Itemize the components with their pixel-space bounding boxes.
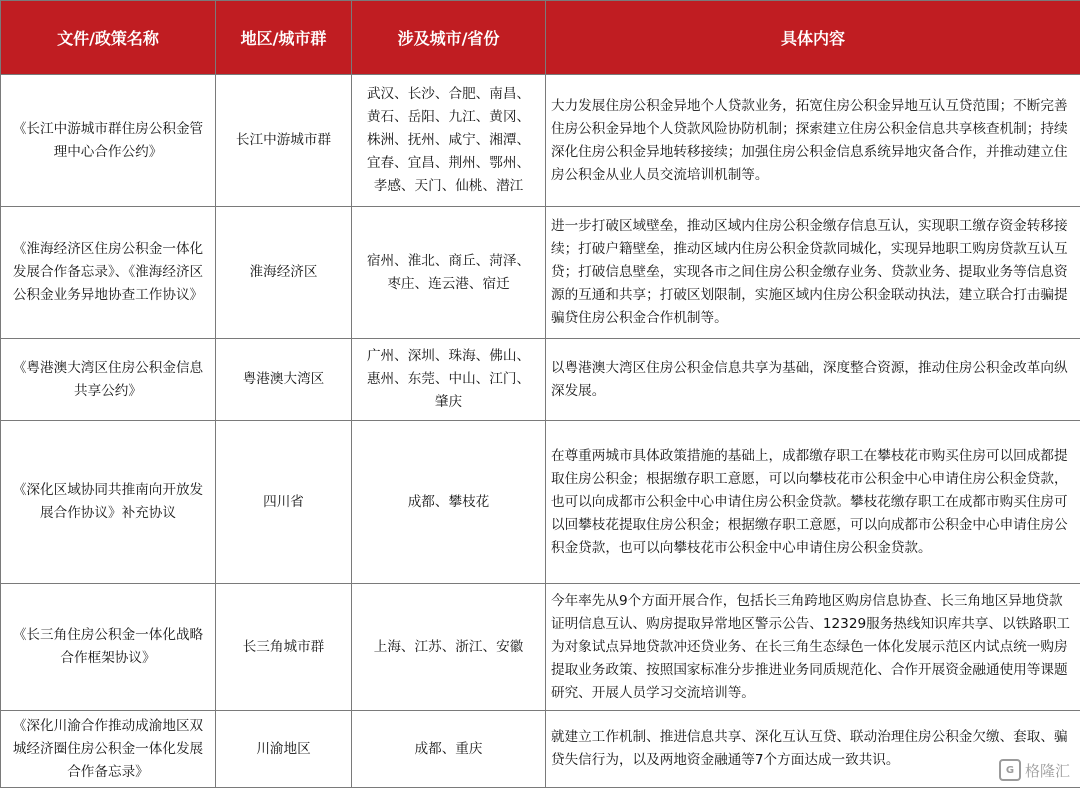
table-header-row	[1, 1, 1080, 75]
cell-region: 川渝地区	[216, 711, 352, 788]
cell-region: 粤港澳大湾区	[216, 339, 352, 421]
header-cities: 涉及城市/省份	[352, 1, 546, 75]
table-row	[1, 75, 1080, 207]
table-row	[1, 421, 1080, 584]
watermark-text: 格隆汇	[1024, 761, 1070, 780]
cell-region: 长三角城市群	[216, 584, 352, 711]
cell-content: 大力发展住房公积金异地个人贷款业务，拓宽住房公积金异地互认互贷范围；不断完善住房公积金异地个人贷款风险协防机制；探索建立住房公积金信息共享核查机制；持续深化住房公积金异地转移接续；加强住房公积金信息系统异地灾备合作，并推动建立住房公积金从业人员交流培训机制等。	[546, 75, 1080, 207]
cell-policy-name: 《淮海经济区住房公积金一体化发展合作备忘录》、《淮海经济区公积金业务异地协查工作协议》	[1, 207, 216, 339]
cell-content: 以粤港澳大湾区住房公积金信息共享为基础，深度整合资源，推动住房公积金改革向纵深发展。	[546, 339, 1080, 421]
cell-content: 在尊重两城市具体政策措施的基础上，成都缴存职工在攀枝花市购买住房可以回成都提取住房公积金；根据缴存职工意愿，可以向攀枝花市公积金中心申请住房公积金贷款，也可以向成都市公积金中心申请住房公积金贷款。攀枝花缴存职工在成都市购买住房可以回攀枝花提取住房公积金；根据缴存职工意愿，可以向成都市公积金中心申请住房公积金贷款，也可以向攀枝花市公积金中心申请住房公积金贷款。	[546, 421, 1080, 584]
cell-cities: 广州、深圳、珠海、佛山、惠州、东莞、中山、江门、肇庆	[352, 339, 546, 421]
header-content: 具体内容	[546, 1, 1080, 75]
table-row	[1, 584, 1080, 711]
cell-policy-name: 《深化川渝合作推动成渝地区双城经济圈住房公积金一体化发展合作备忘录》	[1, 711, 216, 788]
cell-cities: 宿州、淮北、商丘、菏泽、枣庄、连云港、宿迁	[352, 207, 546, 339]
cell-region: 长江中游城市群	[216, 75, 352, 207]
header-policy-name: 文件/政策名称	[1, 1, 216, 75]
cell-cities: 成都、攀枝花	[352, 421, 546, 584]
table-row	[1, 711, 1080, 788]
cell-content: 今年率先从9个方面开展合作，包括长三角跨地区购房信息协查、长三角地区异地贷款证明信息互认、购房提取异常地区警示公告、12329服务热线知识库共享、以铁路职工为对象试点异地贷款冲还贷业务、在长三角生态绿色一体化发展示范区内试点统一购房提取业务政策、按照国家标准分步推进业务同质规范化、合作开展资金融通使用等课题研究、开展人员学习交流培训等。	[546, 584, 1080, 711]
cell-content: 就建立工作机制、推进信息共享、深化互认互贷、联动治理住房公积金欠缴、套取、骗贷失信行为，以及两地资金融通等7个方面达成一致共识。	[546, 711, 1080, 788]
cell-policy-name: 《长三角住房公积金一体化战略合作框架协议》	[1, 584, 216, 711]
cell-policy-name: 《深化区域协同共推南向开放发展合作协议》补充协议	[1, 421, 216, 584]
cell-region: 淮海经济区	[216, 207, 352, 339]
cell-content: 进一步打破区域壁垒，推动区域内住房公积金缴存信息互认，实现职工缴存资金转移接续；打破户籍壁垒，推动区域内住房公积金贷款同城化，实现异地职工购房贷款互认互贷；打破信息壁垒，实现各市之间住房公积金缴存业务、贷款业务、提取业务等信息资源的互通和共享；打破区划限制，实施区域内住房公积金联动执法，建立联合打击骗提骗贷住房公积金合作机制等。	[546, 207, 1080, 339]
cell-cities: 武汉、长沙、合肥、南昌、黄石、岳阳、九江、黄冈、株洲、抚州、咸宁、湘潭、宜春、宜昌、荆州、鄂州、孝感、天门、仙桃、潜江	[352, 75, 546, 207]
table-row	[1, 339, 1080, 421]
cell-policy-name: 《长江中游城市群住房公积金管理中心合作公约》	[1, 75, 216, 207]
gelonghui-logo-icon: G	[999, 759, 1021, 781]
cell-cities: 成都、重庆	[352, 711, 546, 788]
watermark	[999, 759, 1070, 781]
cell-cities: 上海、江苏、浙江、安徽	[352, 584, 546, 711]
header-region: 地区/城市群	[216, 1, 352, 75]
cell-region: 四川省	[216, 421, 352, 584]
table-row	[1, 207, 1080, 339]
cell-policy-name: 《粤港澳大湾区住房公积金信息共享公约》	[1, 339, 216, 421]
